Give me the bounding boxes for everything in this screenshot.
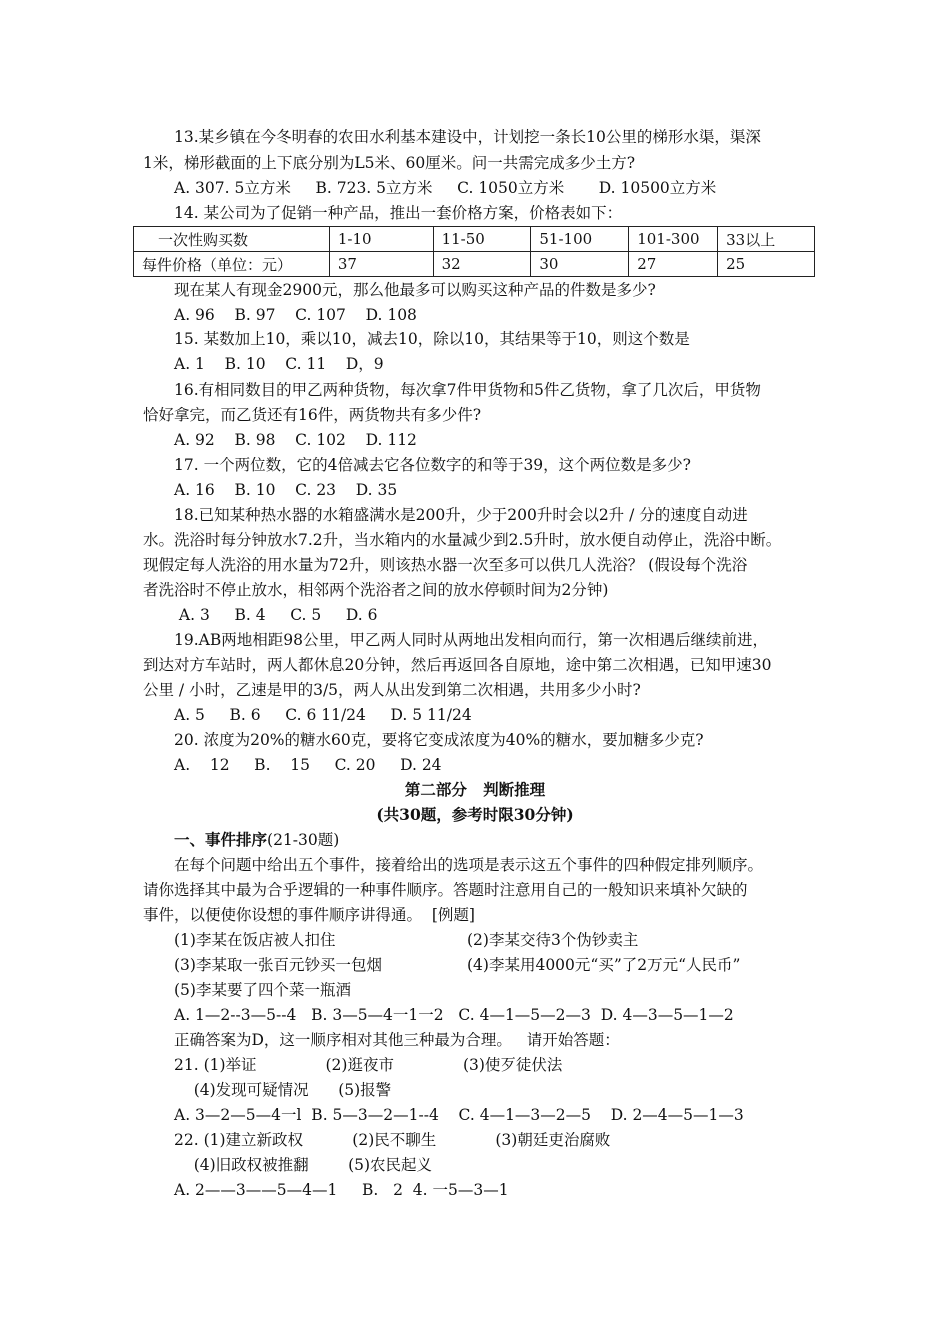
price-table-header-row bbox=[134, 227, 815, 252]
q21-options: A. 3—2—5—4一l B. 5—3—2—1--4 C. 4—1—3—2—5 D. 2—4—5—1—3 bbox=[174, 1106, 744, 1124]
table-cell: 每件价格（单位：元） bbox=[134, 252, 330, 277]
example-event-1: (1)李某在饭店被人扣住 bbox=[174, 931, 336, 949]
q16-options: A. 92 B. 98 C. 102 D. 112 bbox=[174, 431, 417, 449]
q14-options: A. 96 B. 97 C. 107 D. 108 bbox=[174, 306, 417, 324]
section1-heading-line bbox=[174, 830, 339, 850]
q20-text: 20. 浓度为20%的糖水60克，要将它变成浓度为40%的糖水，要加糖多少克? bbox=[174, 731, 704, 749]
table-cell: 33以上 bbox=[718, 227, 815, 252]
table-cell: 11-50 bbox=[433, 227, 531, 252]
table-cell: 1-10 bbox=[329, 227, 433, 252]
section1-range: (21-30题) bbox=[267, 831, 340, 849]
table-cell: 一次性购买数 bbox=[134, 227, 330, 252]
example-options: A. 1—2--3—5--4 B. 3—5—4一1一2 C. 4—1—5—2—3 D. 4—3—5—1—2 bbox=[174, 1006, 734, 1024]
q20-options: A. 12 B. 15 C. 20 D. 24 bbox=[174, 756, 442, 774]
q14-intro: 14. 某公司为了促销一种产品，推出一套价格方案，价格表如下： bbox=[174, 204, 623, 222]
q13-options: A. 307. 5立方米 B. 723. 5立方米 C. 1050立方米 D. 10500立方米 bbox=[174, 179, 717, 197]
q22-options: A. 2——3——5—4—1 B. 2 4. 一5—3—1 bbox=[174, 1181, 509, 1199]
table-cell: 101-300 bbox=[629, 227, 718, 252]
q14-question: 现在某人有现金2900元，那么他最多可以购买这种产品的件数是多少? bbox=[174, 281, 656, 299]
q22-line-2: (4)旧政权被推翻 (5)农民起义 bbox=[174, 1156, 433, 1174]
q21-line-2: (4)发现可疑情况 (5)报警 bbox=[174, 1081, 392, 1099]
price-table bbox=[133, 226, 815, 277]
q13-line-2: 1米，梯形截面的上下底分别为L5米、60厘米。问一共需完成多少土方? bbox=[143, 154, 636, 172]
part2-title: 第二部分 判断推理 bbox=[404, 780, 546, 799]
q13-line-1: 13.某乡镇在今冬明春的农田水利基本建设中，计划挖一条长10公里的梯形水渠，渠深 bbox=[174, 128, 761, 146]
section1-paragraph-1: 在每个问题中给出五个事件，接着给出的选项是表示这五个事件的四种假定排列顺序。 bbox=[174, 856, 764, 874]
table-cell: 25 bbox=[718, 252, 815, 277]
q16-line-1: 16.有相同数目的甲乙两种货物，每次拿7件甲货物和5件乙货物，拿了几次后，甲货物 bbox=[174, 381, 761, 399]
example-event-5: (5)李某要了四个菜一瓶酒 bbox=[174, 981, 351, 999]
section1-paragraph-3: 事件，以便使你设想的事件顺序讲得通。 [例题] bbox=[143, 906, 475, 924]
q18-line-2: 水。洗浴时每分钟放水7.2升，当水箱内的水量减少到2.5升时，放水便自动停止，洗浴中断。 bbox=[143, 531, 782, 549]
q15-options: A. 1 B. 10 C. 11 D，9 bbox=[174, 355, 384, 373]
q15-text: 15. 某数加上10，乘以10，减去10，除以10，其结果等于10，则这个数是 bbox=[174, 330, 690, 348]
q16-line-2: 恰好拿完，而乙货还有16件，两货物共有多少件? bbox=[143, 406, 482, 424]
q18-line-4: 者洗浴时不停止放水，相邻两个洗浴者之间的放水停顿时间为2分钟) bbox=[143, 581, 609, 599]
example-event-2: (2)李某交待3个伪钞卖主 bbox=[467, 931, 639, 949]
table-cell: 32 bbox=[433, 252, 531, 277]
q17-options: A. 16 B. 10 C. 23 D. 35 bbox=[174, 481, 398, 499]
q21-line-1: 21. (1)举证 (2)逛夜市 (3)使歹徒伏法 bbox=[174, 1056, 563, 1074]
section1-paragraph-2: 请你选择其中最为合乎逻辑的一种事件顺序。答题时注意用自己的一般知识来填补欠缺的 bbox=[143, 881, 748, 899]
q19-line-3: 公里 / 小时，乙速是甲的3/5，两人从出发到第二次相遇，共用多少小时? bbox=[143, 681, 641, 699]
q17-text: 17. 一个两位数，它的4倍减去它各位数字的和等于39，这个两位数是多少? bbox=[174, 456, 691, 474]
q19-line-1: 19.AB两地相距98公里，甲乙两人同时从两地出发相向而行，第一次相遇后继续前进， bbox=[174, 631, 768, 649]
q19-options: A. 5 B. 6 C. 6 11/24 D. 5 11/24 bbox=[174, 706, 472, 724]
q18-options: A. 3 B. 4 C. 5 D. 6 bbox=[174, 606, 378, 624]
part2-subtitle: (共30题，参考时限30分钟) bbox=[376, 805, 574, 824]
q22-line-1: 22. (1)建立新政权 (2)民不聊生 (3)朝廷吏治腐败 bbox=[174, 1131, 611, 1149]
table-cell: 51-100 bbox=[531, 227, 629, 252]
example-answer: 正确答案为D，这一顺序相对其他三种最为合理。 请开始答题： bbox=[174, 1031, 620, 1049]
q18-line-1: 18.已知某种热水器的水箱盛满水是200升，少于200升时会以2升 / 分的速度自动进 bbox=[174, 506, 748, 524]
table-cell: 37 bbox=[329, 252, 433, 277]
example-event-3: (3)李某取一张百元钞买一包烟 bbox=[174, 956, 382, 974]
table-cell: 27 bbox=[629, 252, 718, 277]
table-cell: 30 bbox=[531, 252, 629, 277]
example-event-4: (4)李某用4000元“买”了2万元“人民币” bbox=[467, 956, 741, 974]
q18-line-3: 现假定每人洗浴的用水量为72升，则该热水器一次至多可以供几人洗浴？ (假设每个洗浴 bbox=[143, 556, 748, 574]
price-table-price-row bbox=[134, 252, 815, 277]
section1-heading: 一、事件排序 bbox=[174, 830, 268, 849]
q19-line-2: 到达对方车站时，两人都休息20分钟，然后再返回各自原地，途中第二次相遇，已知甲速30 bbox=[143, 656, 772, 674]
